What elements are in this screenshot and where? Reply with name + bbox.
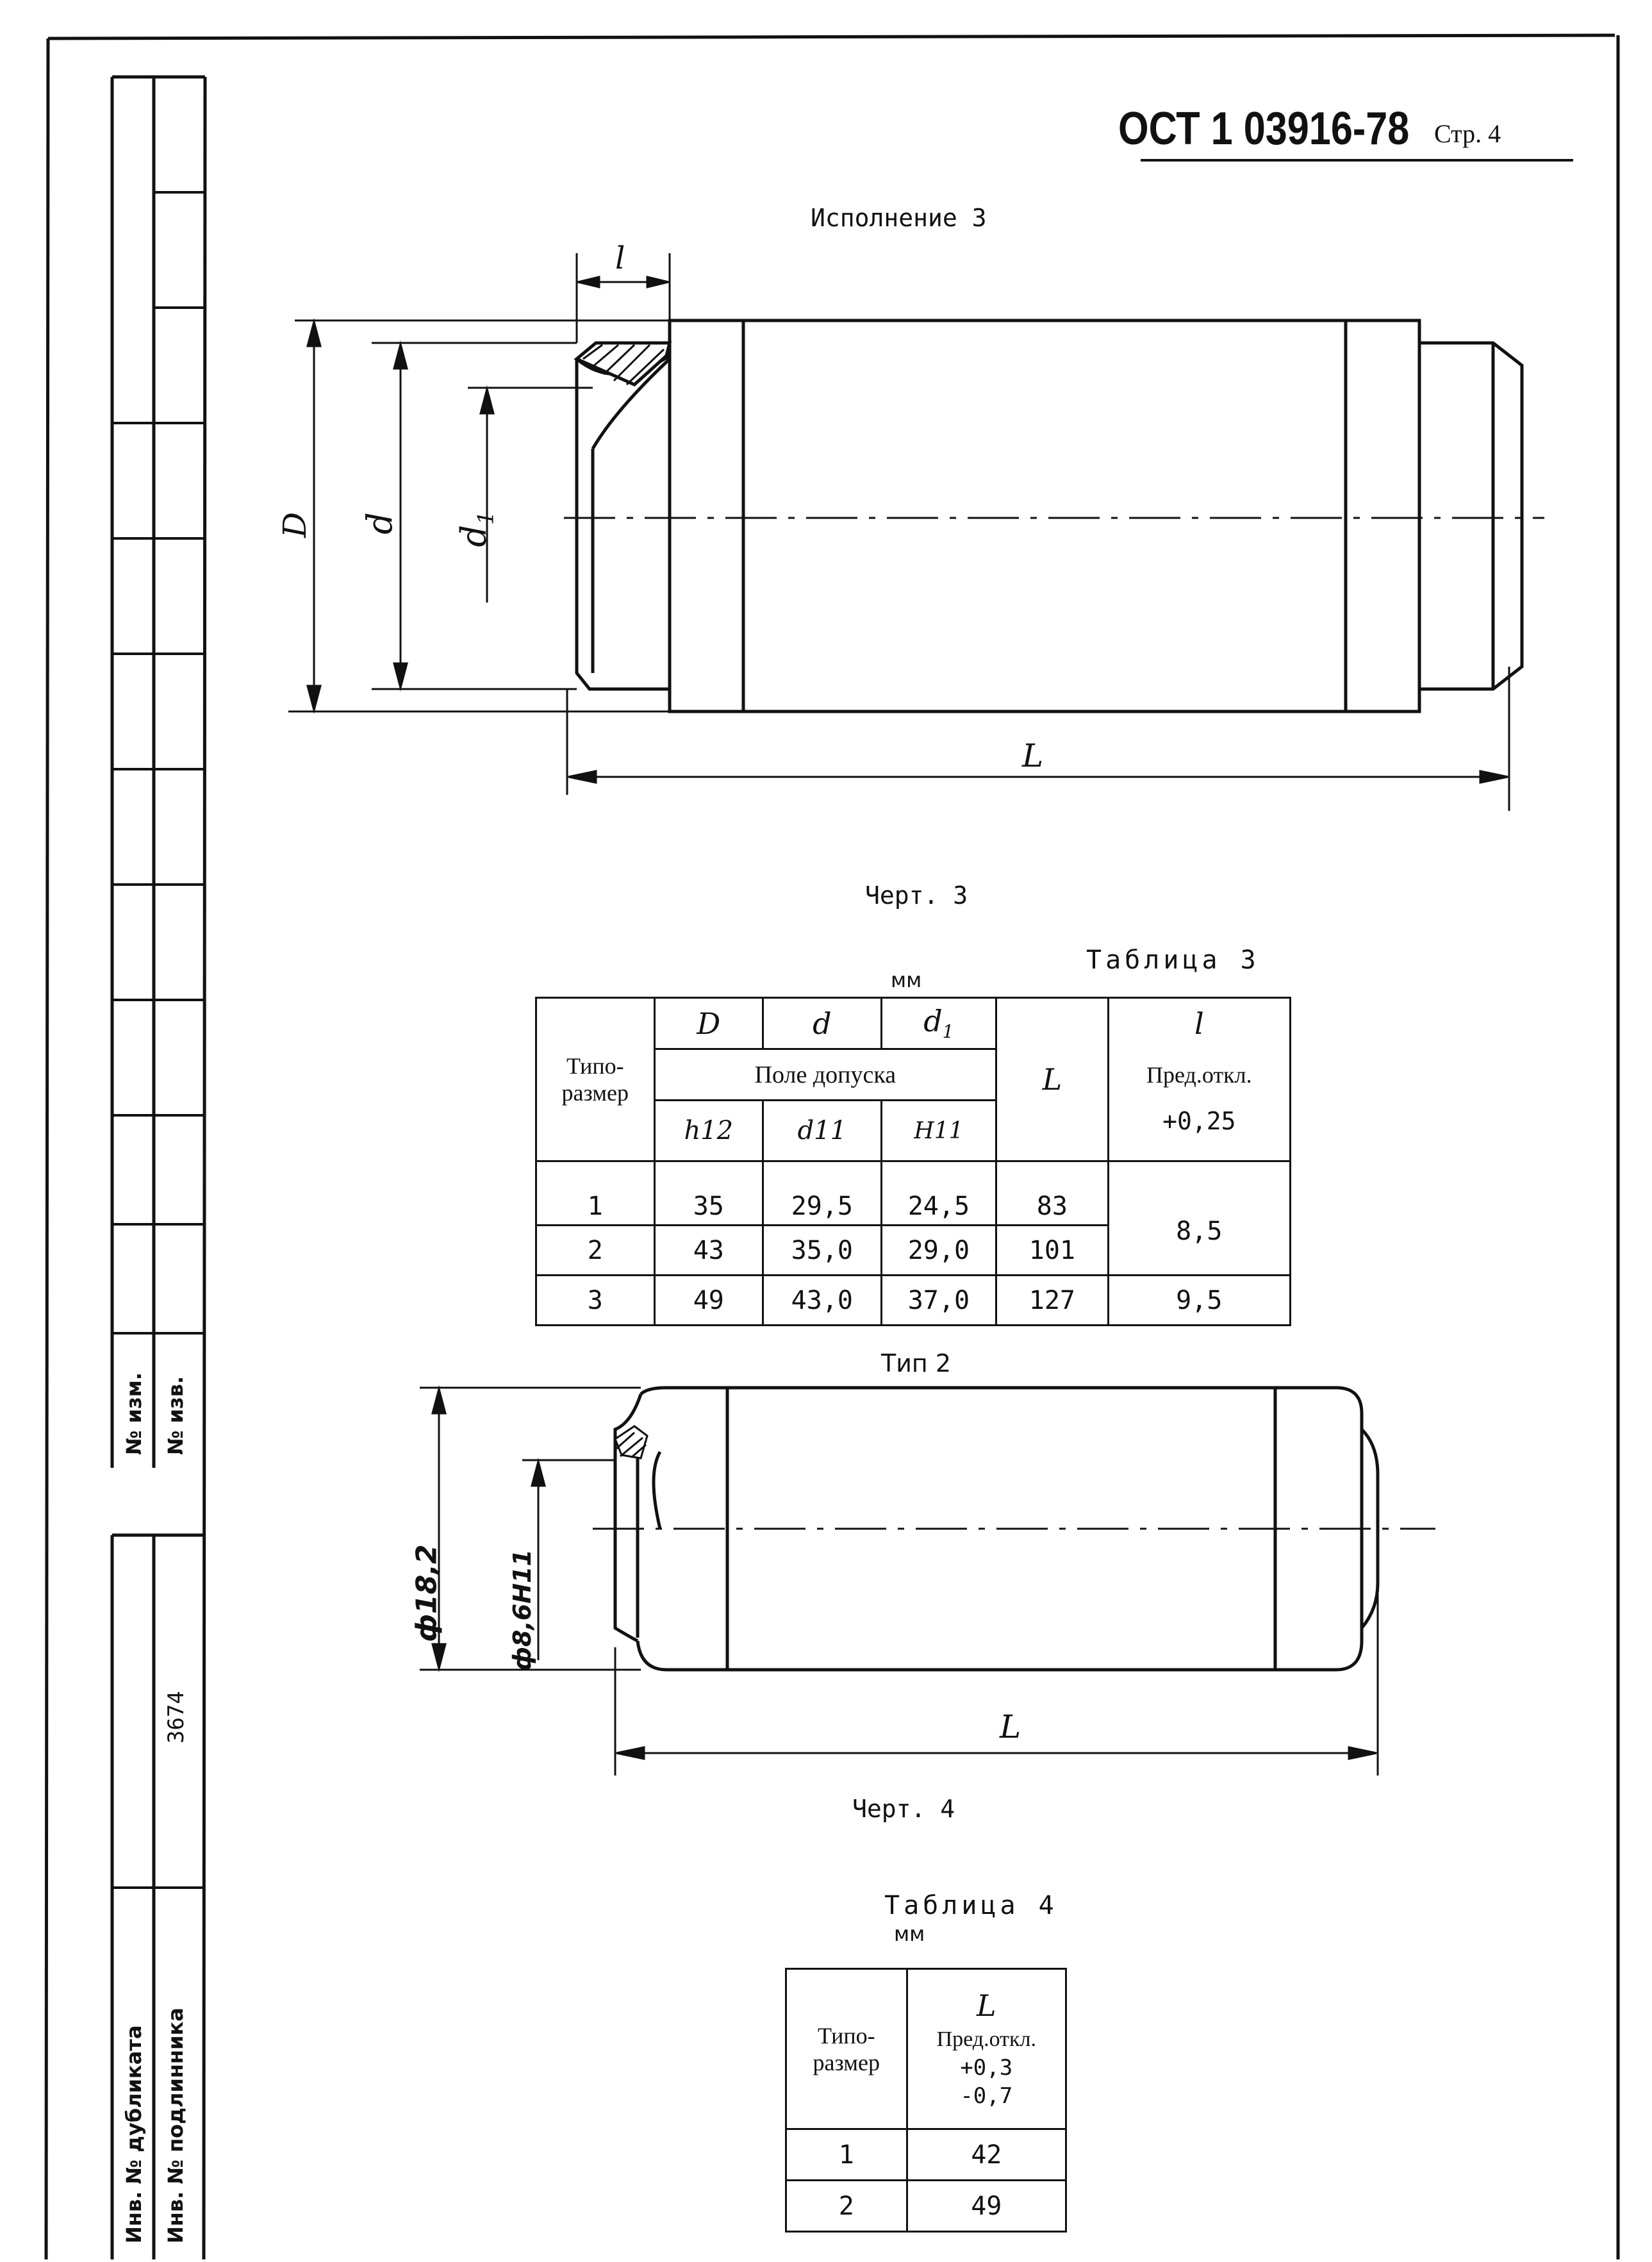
table3-header-d1 [881, 998, 996, 1049]
section-title: Исполнение 3 [811, 204, 987, 232]
table4-row2-n: 2 [786, 2181, 907, 2232]
table3-tol-D: h12 [654, 1101, 763, 1161]
table3-row3-n: 3 [536, 1276, 655, 1326]
side-inv-duplicate: Инв. № дубликата [122, 2025, 146, 2243]
table4-dev-minus: -0,7 [960, 2083, 1013, 2109]
table3-l-dev-value: +0,25 [1108, 1101, 1290, 1161]
table3-row2-d: 35,0 [763, 1226, 882, 1276]
table3-l-merged: 8,5 [1108, 1161, 1290, 1276]
table3-header-L: L [996, 998, 1108, 1161]
standard-number: ОСТ 1 03916-78 [1118, 103, 1410, 154]
table3-title: Таблица 3 [1086, 945, 1260, 975]
table3-row1-d: 29,5 [763, 1161, 882, 1226]
table3-row3-D: 49 [654, 1276, 763, 1326]
dim-label-L: L [1022, 737, 1044, 774]
table3-unit: мм [891, 968, 922, 992]
table4-header-L-block [907, 1969, 1066, 2129]
table3-row2-d1: 29,0 [881, 1226, 996, 1276]
drawing4-caption: Черт. 4 [852, 1795, 955, 1823]
table4 [785, 1968, 1067, 2233]
table3-header-d: d [763, 998, 882, 1049]
table3-tolerance-field: Поле допуска [654, 1049, 996, 1101]
table3-header-d1-main: d [923, 1004, 943, 1039]
drawing4-dimensions [420, 1388, 1378, 1776]
dim-inner-diameter: ф8,6Н11 [508, 1549, 536, 1671]
table4-unit: мм [894, 1922, 925, 1946]
table3-row2-L: 101 [996, 1226, 1108, 1276]
page-number: Стр. 4 [1434, 119, 1501, 148]
drawing4-hatch [615, 1426, 647, 1458]
table3-l-dev-label: Пред.откл. [1108, 1049, 1290, 1101]
drawing3-part [577, 320, 1522, 711]
table3-row2-D: 43 [654, 1226, 763, 1276]
table3-row1-D: 35 [654, 1161, 763, 1226]
table3-row3-d: 43,0 [763, 1276, 882, 1326]
table4-dev-plus: +0,3 [960, 2055, 1013, 2081]
table3-header-typesize: Типо- размер [536, 998, 655, 1161]
side-no-izv: № изв. [163, 1376, 188, 1455]
table3-row3-d1: 37,0 [881, 1276, 996, 1326]
dim-label-l: l [615, 240, 625, 276]
dim-outer-diameter: ф18,2 [410, 1544, 443, 1642]
drawing4-type-label: Тип 2 [881, 1349, 952, 1377]
table3-row1-L: 83 [996, 1161, 1108, 1226]
table4-header-L: L [977, 1988, 996, 2024]
dim-label-D: D [276, 511, 314, 538]
table3-row1-d1: 24,5 [881, 1161, 996, 1226]
table4-header-typesize: Типо- размер [786, 1969, 907, 2129]
side-stamp-grid [112, 192, 205, 1888]
side-inv-number: 3674 [163, 1691, 189, 1743]
table3-header-D: D [654, 998, 763, 1049]
dim-label-d: d [359, 512, 400, 535]
table3-tol-d1: H11 [881, 1101, 996, 1161]
dim-label-d1-main: d [453, 524, 494, 547]
table3-row3-l: 9,5 [1108, 1276, 1290, 1326]
table3 [535, 997, 1291, 1326]
table3-header-d1-sub: 1 [942, 1021, 954, 1043]
side-inv-original: Инв. № подлинника [163, 2008, 188, 2243]
table4-dev-label: Пред.откл. [936, 2027, 1036, 2052]
drawing4-dim-L: L [1000, 1708, 1021, 1745]
table4-row2-L: 49 [907, 2181, 1066, 2232]
table3-row2-n: 2 [536, 1226, 655, 1276]
side-no-izm: № изм. [122, 1372, 146, 1455]
drawing3-caption: Черт. 3 [865, 881, 968, 910]
table3-row3-L: 127 [996, 1276, 1108, 1326]
table4-title: Таблица 4 [884, 1891, 1058, 1920]
dim-label-d1-sub: 1 [473, 511, 499, 525]
table3-header-l: l [1108, 998, 1290, 1049]
table3-tol-d: d11 [763, 1101, 882, 1161]
dim-label-d1 [454, 511, 499, 547]
table4-row1-L: 42 [907, 2129, 1066, 2181]
table3-row1-n: 1 [536, 1161, 655, 1226]
table4-row1-n: 1 [786, 2129, 907, 2181]
